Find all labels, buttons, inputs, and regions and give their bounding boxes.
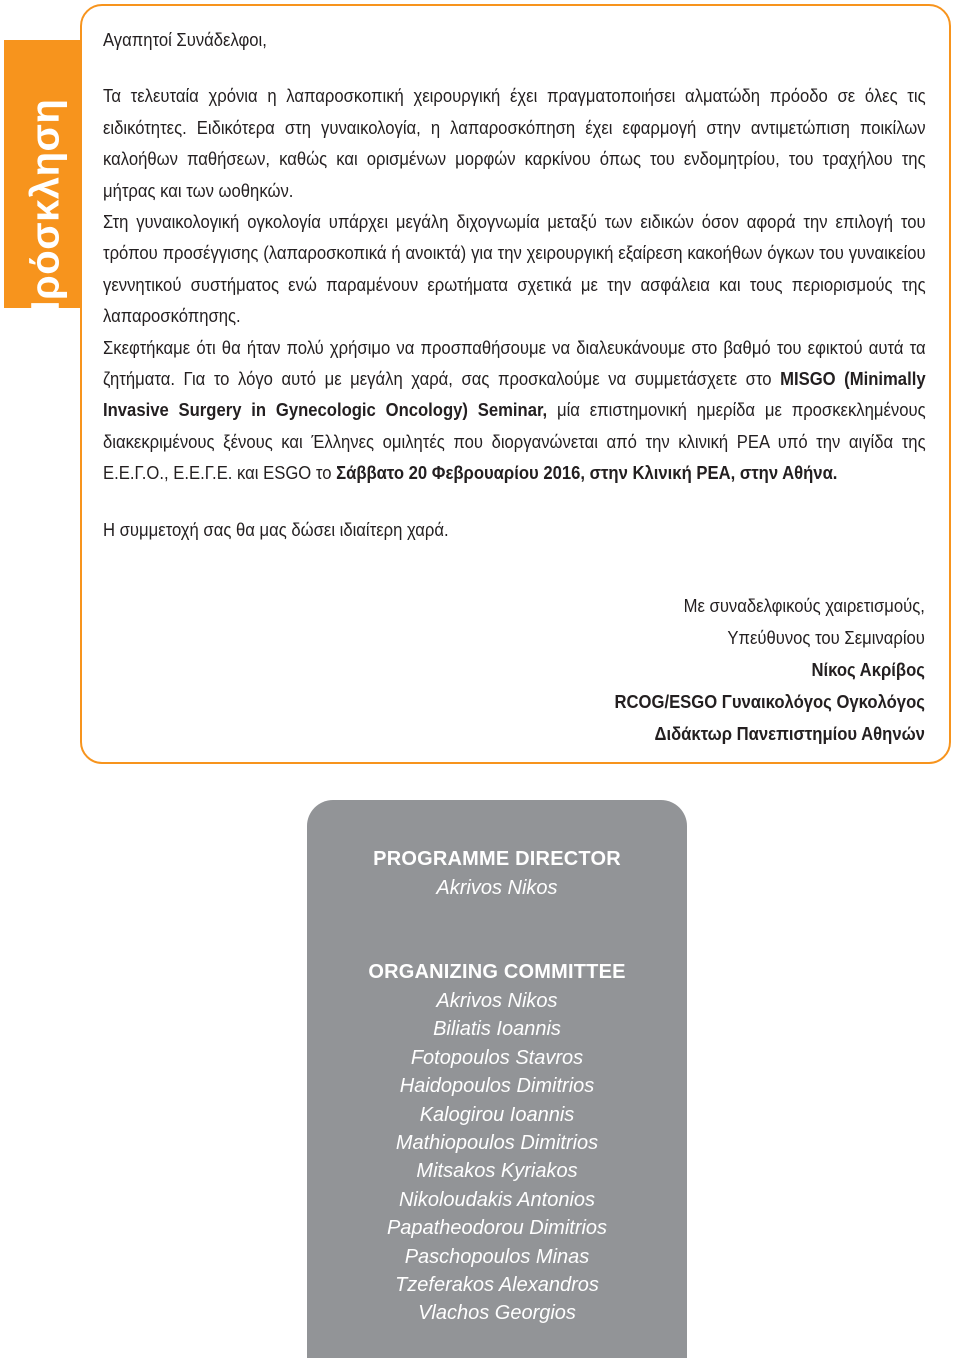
- letter-closing: Η συμμετοχή σας θα μας δώσει ιδιαίτερη χαρά.: [103, 518, 449, 540]
- letter-paragraph-3: [103, 332, 926, 489]
- signature-title-1: RCOG/ESGO Γυναικολόγος Ογκολόγος: [614, 691, 925, 712]
- committee-member: Mathiopoulos Dimitrios: [395, 1132, 599, 1155]
- programme-director-name: Akrivos Nikos: [436, 877, 558, 899]
- committee-member: Tzeferakos Alexandros: [395, 1274, 599, 1297]
- letter-paragraph-2: Στη γυναικολογική ογκολογία υπάρχει μεγάλη διχογνωμία μεταξύ των ειδικών όσον αφορά την επιλογή του τρόπου προσέγγισης (λαπαροσκοπικά ή ανοικτά) για την χειρουργική εξαίρεση κακοήθων όγκων του γυναικείου γεννητικού συστήματος ενώ παραμένουν ερωτήματα σχετικά με την ασφάλεια και τους περιορισμούς της λαπαροσκόπησης.: [103, 211, 926, 327]
- committee-member: Kalogirou Ioannis: [419, 1103, 575, 1126]
- signature-title-2: Διδάκτωρ Πανεπιστημίου Αθηνών: [654, 723, 925, 744]
- committee-panel: [307, 800, 687, 1358]
- paragraph-3-details: μία επιστημονική ημερίδα με προσκεκλημένους διακεκριμένους ξένους και Έλληνες ομιλητές που διοργανώνεται από την κλινική ΡΕΑ υπό την αιγίδα της Ε.Ε.Γ.Ο., Ε.Ε.Γ.Ε. και ESGO το: [103, 399, 926, 484]
- committee-member: Nikoloudakis Antonios: [398, 1188, 596, 1211]
- committee-member: Biliatis Ioannis: [433, 1018, 561, 1041]
- committee-member: Vlachos Georgios: [418, 1302, 576, 1325]
- committee-member: Paschopoulos Minas: [404, 1245, 590, 1268]
- signature-role: Υπεύθυνος του Σεμιναρίου: [727, 627, 925, 648]
- letter-paragraph-1: Τα τελευταία χρόνια η λαπαροσκοπική χειρουργική έχει πραγματοποιήσει αλματώδη πρόοδο σε όλες τις ειδικότητες. Ειδικότερα στη γυναικολογία, η λαπαροσκόπηση έχει εφαρμογή στην αντιμετώπιση ποικίλων καλοήθων παθήσεων, καθώς και ορισμένων μορφών καρκίνου όπως του ενδομητρίου, του τραχήλου της μήτρας και των ωοθηκών.: [103, 85, 926, 201]
- letter-greeting: Αγαπητοί Συνάδελφοι,: [103, 29, 267, 50]
- committee-member: Mitsakos Kyriakos: [416, 1160, 578, 1183]
- organizing-committee-heading: ORGANIZING COMMITTEE: [368, 961, 626, 983]
- event-name: MISGO (Minimally Invasive Surgery in Gynecologic Oncology) Seminar,: [103, 368, 926, 421]
- programme-director-block: [307, 844, 687, 902]
- signature-name: Νίκος Ακρίβος: [811, 659, 925, 680]
- event-date-location: Σάββατο 20 Φεβρουαρίου 2016, στην Κλινική ΡΕΑ, στην Αθήνα.: [336, 462, 838, 484]
- signature-salutation: Με συναδελφικούς χαιρετισμούς,: [683, 595, 925, 616]
- side-tab: [4, 40, 80, 330]
- committee-member: Fotopoulos Stavros: [410, 1046, 584, 1069]
- organizing-committee-block: [307, 957, 687, 1328]
- side-tab-label: Πρόσκληση: [23, 98, 68, 330]
- committee-member: Papatheodorou Dimitrios: [386, 1217, 608, 1240]
- committee-member-list: [307, 987, 687, 1328]
- letter-body: [103, 24, 926, 545]
- committee-member: Haidopoulos Dimitrios: [399, 1075, 595, 1098]
- programme-director-heading: PROGRAMME DIRECTOR: [373, 848, 621, 870]
- committee-member: Akrivos Nikos: [436, 990, 558, 1012]
- paragraph-3-intro: Σκεφτήκαμε ότι θα ήταν πολύ χρήσιμο να προσπαθήσουμε να διαλευκάνουμε στο βαθμό του εφικτού αυτά τα ζητήματα. Για το λόγο αυτό με μεγάλη χαρά, σας προσκαλούμε να συμμετάσχετε στο: [103, 336, 926, 390]
- signature-block: [615, 590, 925, 750]
